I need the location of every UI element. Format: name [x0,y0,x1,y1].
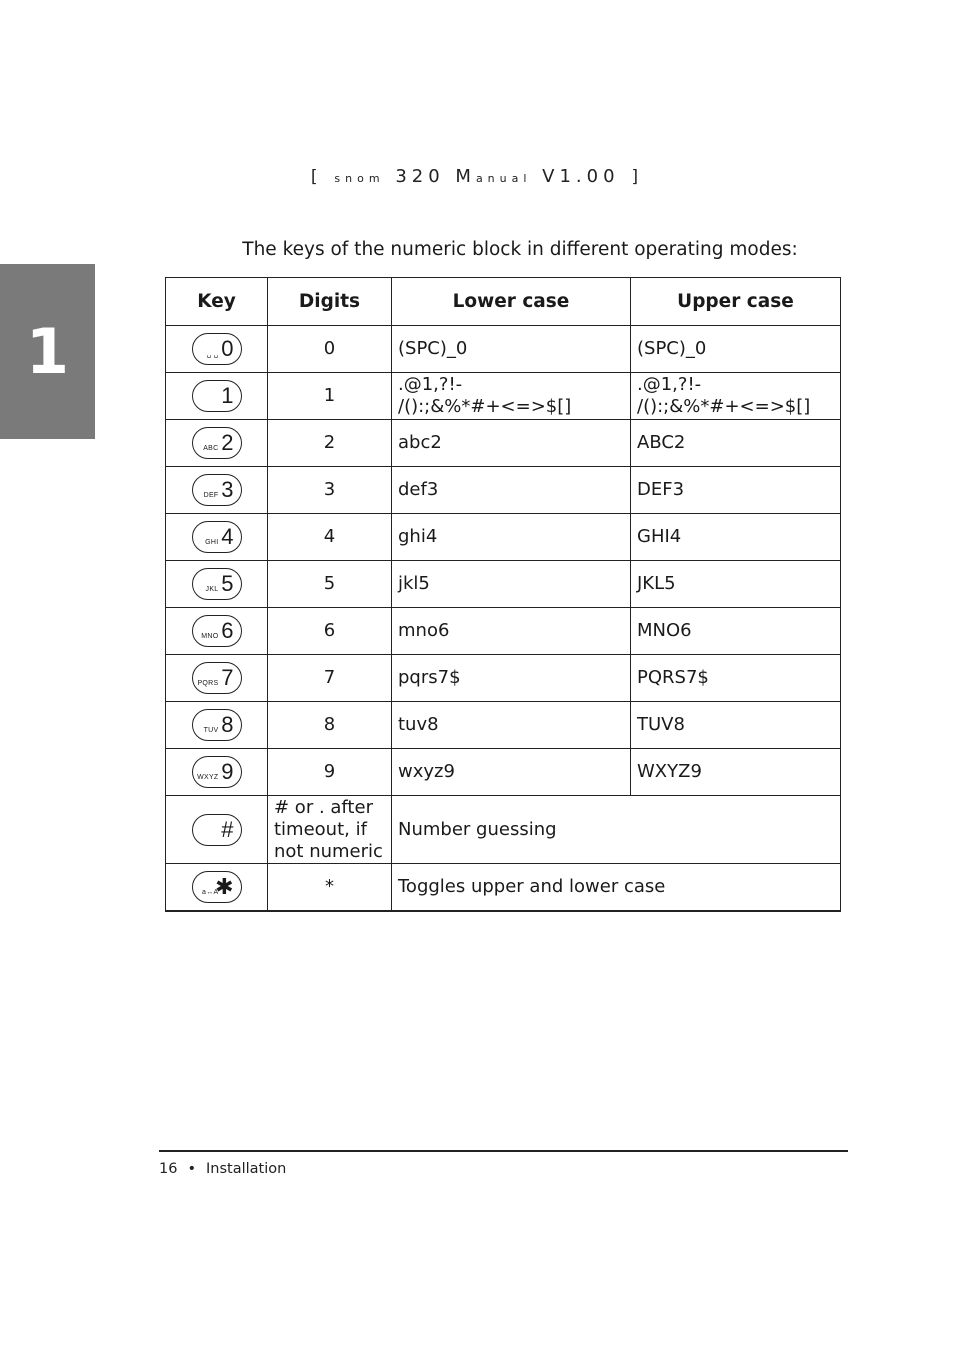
upper-case-cell: PQRS7$ [631,655,841,702]
upper-case-cell: MNO6 [631,608,841,655]
header-upper-case: Upper case [631,278,841,326]
key-9-icon: WXYZ 9 [192,756,242,788]
table-header-row [166,278,841,326]
key-cell [166,467,268,514]
merged-mode-cell: Toggles upper and lower case [392,864,841,912]
running-header: [ snom 320 Manual V1.00 ] [308,166,646,187]
digits-cell: # or . after timeout, if not numeric [268,796,392,864]
table-row [166,702,841,749]
key-6-icon: MNO 6 [192,615,242,647]
chapter-tab: 1 [0,264,95,439]
header-lower-case: Lower case [392,278,631,326]
digits-cell: 1 [268,373,392,420]
lower-case-cell: def3 [392,467,631,514]
lower-case-cell: jkl5 [392,561,631,608]
header-digits: Digits [268,278,392,326]
table-row [166,420,841,467]
header-model: 320 [395,166,445,187]
key-cell [166,864,268,912]
table-row [166,326,841,373]
table-row [166,655,841,702]
section-name: Installation [206,1161,287,1177]
key-3-icon: DEF 3 [192,474,242,506]
key-hash-icon: # [192,814,242,846]
table-row [166,514,841,561]
table-row [166,796,841,864]
key-cell [166,655,268,702]
key-cell [166,608,268,655]
lower-case-cell: ghi4 [392,514,631,561]
key-2-icon: ABC 2 [192,427,242,459]
key-1-icon: 1 [192,380,242,412]
upper-case-cell: GHI4 [631,514,841,561]
key-cell [166,561,268,608]
lower-case-cell: .@1,?!- /():;&%*#+<=>$[] [392,373,631,420]
table-row [166,864,841,912]
key-8-icon: TUV 8 [192,709,242,741]
digits-cell: 2 [268,420,392,467]
upper-case-cell: ABC2 [631,420,841,467]
header-product: snom [334,172,385,185]
digits-cell: 7 [268,655,392,702]
key-mode-table [165,277,841,912]
lower-case-cell: wxyz9 [392,749,631,796]
digits-cell: 8 [268,702,392,749]
table-row [166,467,841,514]
footer-rule [159,1150,848,1152]
digits-cell: 3 [268,467,392,514]
upper-case-cell: JKL5 [631,561,841,608]
digits-cell: 6 [268,608,392,655]
key-5-icon: JKL 5 [192,568,242,600]
upper-case-cell: .@1,?!- /():;&%*#+<=>$[] [631,373,841,420]
key-cell [166,420,268,467]
digits-cell: 5 [268,561,392,608]
upper-case-cell: (SPC)_0 [631,326,841,373]
header-version: V1.00 [542,166,620,187]
intro-text: The keys of the numeric block in different operating modes: [242,239,798,260]
key-star-icon: a↔A ✱ [192,871,242,903]
header-key: Key [166,278,268,326]
table-row [166,561,841,608]
digits-cell: 4 [268,514,392,561]
digits-cell: * [268,864,392,912]
lower-case-cell: (SPC)_0 [392,326,631,373]
table-row [166,373,841,420]
page-number: 16 [159,1161,178,1177]
key-cell [166,749,268,796]
page-footer [159,1161,286,1177]
bullet-icon: • [187,1161,197,1177]
key-0-icon: ␣ ␣ 0 [192,333,242,365]
key-cell [166,514,268,561]
lower-case-cell: pqrs7$ [392,655,631,702]
key-cell [166,326,268,373]
lower-case-cell: mno6 [392,608,631,655]
lower-case-cell: abc2 [392,420,631,467]
key-7-icon: PQRS 7 [192,662,242,694]
upper-case-cell: DEF3 [631,467,841,514]
lower-case-cell: tuv8 [392,702,631,749]
key-cell [166,373,268,420]
key-4-icon: GHI 4 [192,521,242,553]
digits-cell: 0 [268,326,392,373]
merged-mode-cell: Number guessing [392,796,841,864]
key-cell [166,796,268,864]
digits-cell: 9 [268,749,392,796]
upper-case-cell: TUV8 [631,702,841,749]
key-cell [166,702,268,749]
upper-case-cell: WXYZ9 [631,749,841,796]
table-row [166,608,841,655]
table-row [166,749,841,796]
